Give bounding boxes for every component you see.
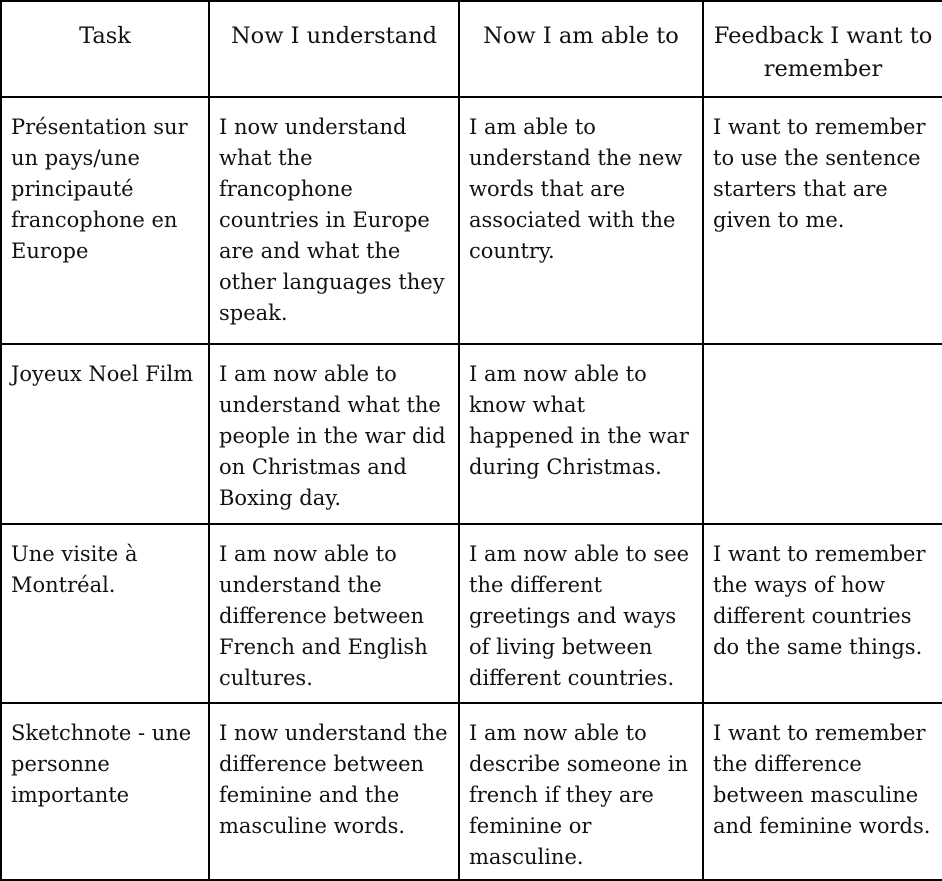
feedback-cell xyxy=(703,344,942,524)
table-row xyxy=(1,524,942,703)
understand-cell: I now understand the difference between feminine and the masculine words. xyxy=(209,703,459,880)
header-now-i-understand: Now I understand xyxy=(209,1,459,97)
able-to-cell: I am able to understand the new words that are associated with the country. xyxy=(459,97,703,344)
task-cell: Sketchnote - une personne importante xyxy=(1,703,209,880)
header-feedback: Feedback I want to remember xyxy=(703,1,942,97)
header-row xyxy=(1,1,942,97)
feedback-cell: I want to remember the ways of how different countries do the same things. xyxy=(703,524,942,703)
table-row xyxy=(1,344,942,524)
task-cell: Une visite à Montréal. xyxy=(1,524,209,703)
understand-cell: I am now able to understand what the people in the war did on Christmas and Boxing day. xyxy=(209,344,459,524)
able-to-cell: I am now able to describe someone in french if they are feminine or masculine. xyxy=(459,703,703,880)
task-cell: Joyeux Noel Film xyxy=(1,344,209,524)
able-to-cell: I am now able to see the different greetings and ways of living between different countries. xyxy=(459,524,703,703)
feedback-cell: I want to remember the difference between masculine and feminine words. xyxy=(703,703,942,880)
header-task: Task xyxy=(1,1,209,97)
header-now-i-am-able-to: Now I am able to xyxy=(459,1,703,97)
table-row xyxy=(1,97,942,344)
understand-cell: I am now able to understand the difference between French and English cultures. xyxy=(209,524,459,703)
table-row xyxy=(1,703,942,880)
understand-cell: I now understand what the francophone countries in Europe are and what the other languages they speak. xyxy=(209,97,459,344)
task-cell: Présentation sur un pays/une principauté francophone en Europe xyxy=(1,97,209,344)
feedback-cell: I want to remember to use the sentence starters that are given to me. xyxy=(703,97,942,344)
able-to-cell: I am now able to know what happened in the war during Christmas. xyxy=(459,344,703,524)
